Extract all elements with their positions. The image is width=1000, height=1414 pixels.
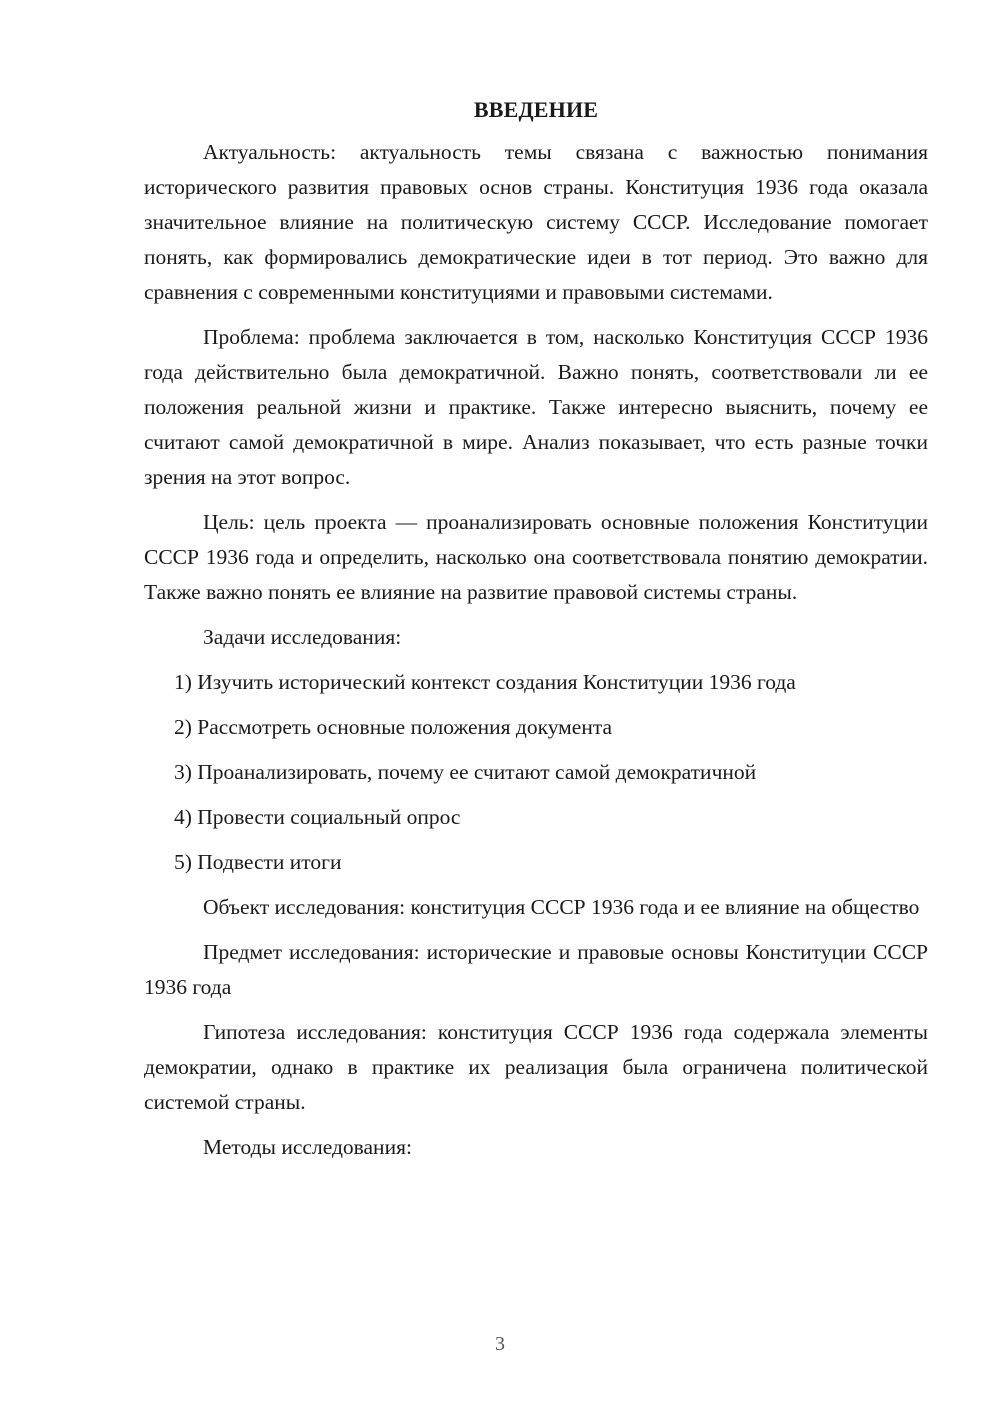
list-item: 4) Провести социальный опрос: [174, 805, 461, 829]
list-item: 1) Изучить исторический контекст создания Конституции 1936 года: [174, 670, 796, 694]
tasks-list: [144, 665, 928, 880]
hypothesis-paragraph: Гипотеза исследования: конституция СССР 1936 года содержала элементы демократии, однако в практике их реализация была ограничена политической системой страны.: [144, 1020, 928, 1114]
list-item: 2) Рассмотреть основные положения документа: [174, 715, 613, 739]
list-item: 5) Подвести итоги: [174, 850, 342, 874]
methods-title: Методы исследования:: [203, 1135, 412, 1159]
problem-paragraph: Проблема: проблема заключается в том, насколько Конституция СССР 1936 года действительно была демократичной. Важно понять, соответствовали ли ее положения реальной жизни и практике. Также интересно выяснить, почему ее считают самой демократичной в мире. Анализ показывает, что есть разные точки зрения на этот вопрос.: [144, 325, 928, 489]
tasks-title: Задачи исследования:: [203, 625, 402, 649]
subject-paragraph: Предмет исследования: исторические и правовые основы Конституции СССР 1936 года: [144, 940, 928, 999]
list-item: 3) Проанализировать, почему ее считают самой демократичной: [174, 760, 757, 784]
section-heading: ВВЕДЕНИЕ: [473, 97, 599, 122]
goal-paragraph: Цель: цель проекта — проанализировать основные положения Конституции СССР 1936 года и определить, насколько она соответствовала понятию демократии. Также важно понять ее влияние на развитие правовой системы страны.: [144, 510, 928, 604]
relevance-paragraph: Актуальность: актуальность темы связана с важностью понимания исторического развития правовых основ страны. Конституция 1936 года оказала значительное влияние на политическую систему СССР. Исследование помогает понять, как формировались демократические идеи в тот период. Это важно для сравнения с современными конституциями и правовыми системами.: [144, 140, 928, 304]
document-page: [144, 95, 928, 1175]
object-paragraph: Объект исследования: конституция СССР 1936 года и ее влияние на общество: [203, 895, 920, 919]
page-number: 3: [495, 1333, 505, 1355]
